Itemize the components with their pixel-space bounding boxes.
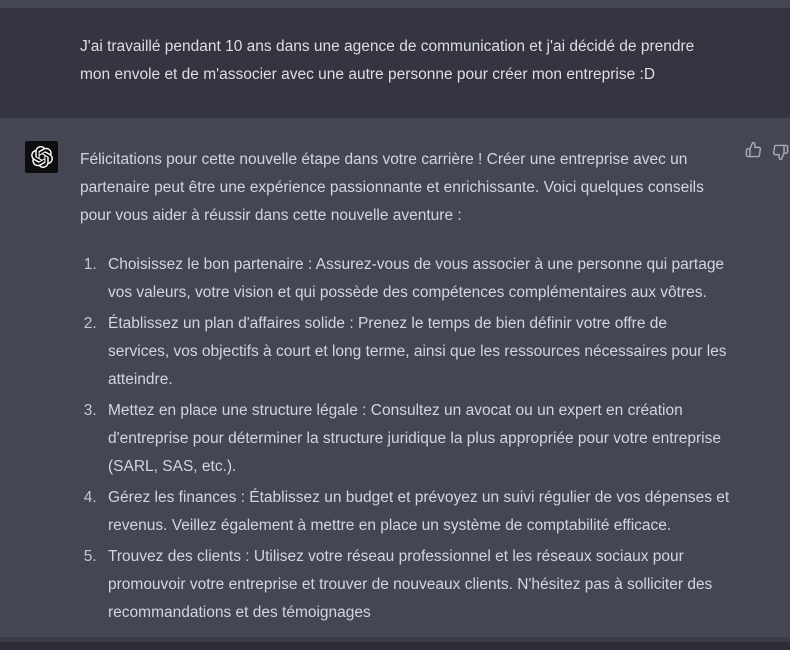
thumbs-up-button[interactable] [745, 141, 762, 158]
list-item: 1. Choisissez le bon partenaire : Assurez-vous de vous associer à une personne qui partage vos valeurs, votre vision et qui possède des compétences complémentaires aux vôtres. [101, 251, 732, 307]
list-item: 5. Trouvez des clients : Utilisez votre réseau professionnel et les réseaux sociaux pour promouvoir votre entreprise et trouver de nouveaux clients. N'hésitez pas à solliciter des recommandations et des témoignages [101, 543, 732, 627]
thumbs-up-icon [745, 141, 762, 158]
footer-edge-dark [0, 642, 790, 650]
assistant-intro-text: Félicitations pour cette nouvelle étape dans votre carrière ! Créer une entreprise avec un partenaire peut être une expérience passionnante et enrichissante. Voici quelques conseils pour vous aider à réussir dans cette nouvelle aventure : [80, 151, 704, 224]
openai-logo-icon [31, 146, 53, 168]
user-message-row [0, 8, 790, 118]
advice-list [80, 251, 732, 627]
assistant-message-row [0, 118, 790, 637]
thumbs-down-button[interactable] [772, 144, 789, 161]
message-feedback [745, 141, 789, 158]
assistant-avatar [25, 141, 58, 173]
previous-message-edge [0, 0, 790, 8]
user-message-text: J'ai travaillé pendant 10 ans dans une agence de communication et j'ai décidé de prendre mon envole et de m'associer avec une autre personne pour créer mon entreprise :D [80, 38, 695, 83]
thumbs-down-icon [772, 144, 789, 161]
list-item: 3. Mettez en place une structure légale : Consultez un avocat ou un expert en création d'entreprise pour déterminer la structure juridique la plus appropriée pour votre entreprise (SARL, SAS, etc.). [101, 397, 732, 481]
list-item: 2. Établissez un plan d'affaires solide : Prenez le temps de bien définir votre offre de services, vos objectifs à court et long terme, ainsi que les ressources nécessaires pour les atteindre. [101, 310, 732, 394]
list-item: 4. Gérez les finances : Établissez un budget et prévoyez un suivi régulier de vos dépenses et revenus. Veillez également à mettre en place un système de comptabilité efficace. [101, 484, 732, 540]
